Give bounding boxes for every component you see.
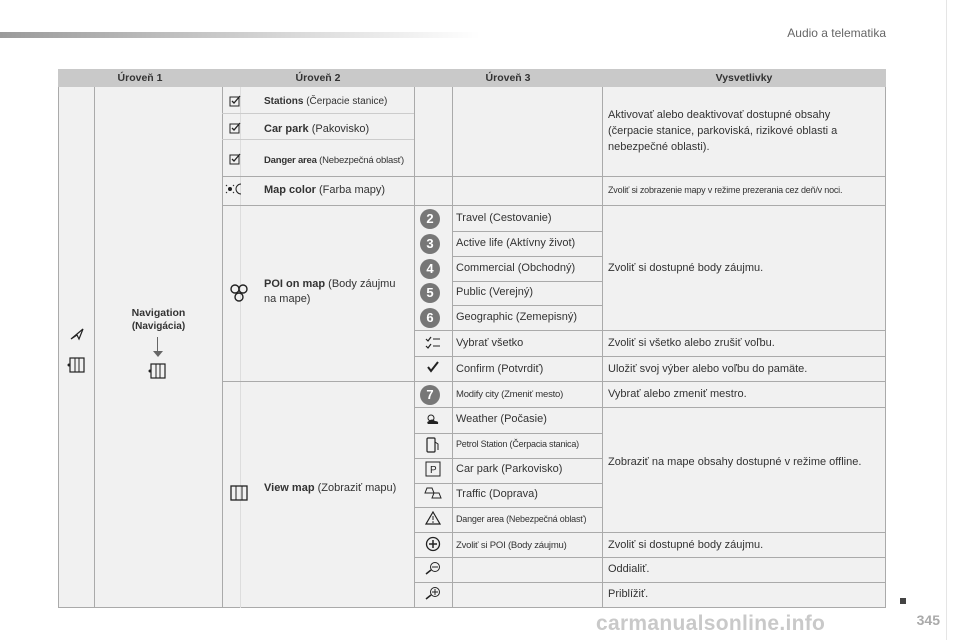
parking-icon <box>422 461 444 480</box>
danger-item: Danger area (Nebezpečná oblasť) <box>264 155 404 166</box>
mapcolor-note: Zvoliť si zobrazenie mapy v režime prezerania cez deň/v noci. <box>608 185 843 195</box>
grid-icon <box>66 357 88 376</box>
checkbox-icon <box>224 95 246 110</box>
poi-note: Zvoliť si dostupné body záujmu. <box>608 262 764 274</box>
zoom-in-icon <box>422 586 444 603</box>
viewmap-note: Zobraziť na mape obsahy dostupné v režime offline. <box>608 456 862 468</box>
group1-note: Aktivovať alebo deaktivovať dostupné obsahy (čerpacie stanice, parkoviská, rizikové oblasti a nebezpečné oblasti). <box>608 109 838 153</box>
traffic-item: Traffic (Doprava) <box>456 488 538 500</box>
watermark: carmanualsonline.info <box>596 612 826 635</box>
poi-active-life: Active life (Aktívny život) <box>456 237 576 249</box>
navigation-icon <box>66 327 88 344</box>
page-number: 345 <box>916 612 940 628</box>
modify-city-note: Vybrať alebo zmeniť mestro. <box>608 388 747 400</box>
confirm-item: Confirm (Potvrdiť) <box>456 363 544 375</box>
checkmark-icon <box>422 361 444 376</box>
poi-geographic: Geographic (Zemepisný) <box>456 311 578 323</box>
badge-icon: 3 <box>420 234 440 254</box>
section-title: Audio a telematika <box>787 26 886 40</box>
danger-view-item: Danger area (Nebezpečná oblasť) <box>456 514 587 524</box>
checkbox-icon <box>224 122 246 137</box>
confirm-note: Uložiť svoj výber alebo voľbu do pamäte. <box>608 363 808 375</box>
arrow-down-icon <box>153 351 163 357</box>
petrol-item: Petrol Station (Čerpacia stanica) <box>456 439 579 449</box>
zoom-out-icon <box>422 561 444 578</box>
page-marker <box>900 598 906 604</box>
warning-icon <box>422 511 444 528</box>
carpark-item: Car park (Pakovisko) <box>264 123 370 135</box>
checkbox-icon <box>224 153 246 168</box>
poi-public: Public (Verejný) <box>456 286 534 298</box>
select-all: Vybrať všetko <box>456 337 524 349</box>
carpark-view-item: Car park (Parkovisko) <box>456 463 563 475</box>
weather-item: Weather (Počasie) <box>456 413 547 425</box>
badge-icon: 6 <box>420 308 440 328</box>
badge-icon: 4 <box>420 259 440 279</box>
level1-label: Navigation <box>131 307 186 319</box>
fuel-icon <box>422 436 444 457</box>
weather-icon <box>422 412 444 429</box>
header-bar <box>0 32 480 38</box>
modify-city: Modify city (Zmeniť mesto) <box>456 389 564 400</box>
grid-icon <box>147 363 169 382</box>
badge-icon: 2 <box>420 209 440 229</box>
col-header-level1: Úroveň 1 <box>58 69 222 87</box>
traffic-icon <box>422 486 444 503</box>
poi-travel: Travel (Cestovanie) <box>456 212 552 224</box>
col-header-explanations: Vysvetlivky <box>602 69 886 87</box>
mapcolor-item: Map color (Farba mapy) <box>264 184 386 196</box>
zoom-in-note: Priblížiť. <box>608 588 649 600</box>
zoom-out-note: Oddialiť. <box>608 563 650 575</box>
col-header-level2: Úroveň 2 <box>222 69 414 87</box>
poi-commercial: Commercial (Obchodný) <box>456 262 576 274</box>
map-icon <box>228 484 250 505</box>
poi-icon <box>228 283 250 306</box>
poi-item: POI on map (Body záujmu na mape) <box>264 278 396 305</box>
poi-select-item: Zvoliť si POI (Body záujmu) <box>456 540 567 551</box>
add-poi-icon <box>422 536 444 555</box>
select-all-icon <box>422 336 444 353</box>
svg-text:P: P <box>430 465 437 476</box>
select-all-note: Zvoliť si všetko alebo zrušiť voľbu. <box>608 337 775 349</box>
badge-icon: 5 <box>420 283 440 303</box>
poi-select-note: Zvoliť si dostupné body záujmu. <box>608 539 764 551</box>
viewmap-item: View map (Zobraziť mapu) <box>264 482 397 494</box>
stations-item: Stations (Čerpacie stanice) <box>264 96 388 107</box>
menu-table <box>58 69 886 608</box>
badge-icon: 7 <box>420 385 440 405</box>
level1-sublabel: (Navigácia) <box>131 321 186 332</box>
col-header-level3: Úroveň 3 <box>414 69 602 87</box>
day-night-icon <box>224 183 246 198</box>
page-divider <box>946 0 947 640</box>
